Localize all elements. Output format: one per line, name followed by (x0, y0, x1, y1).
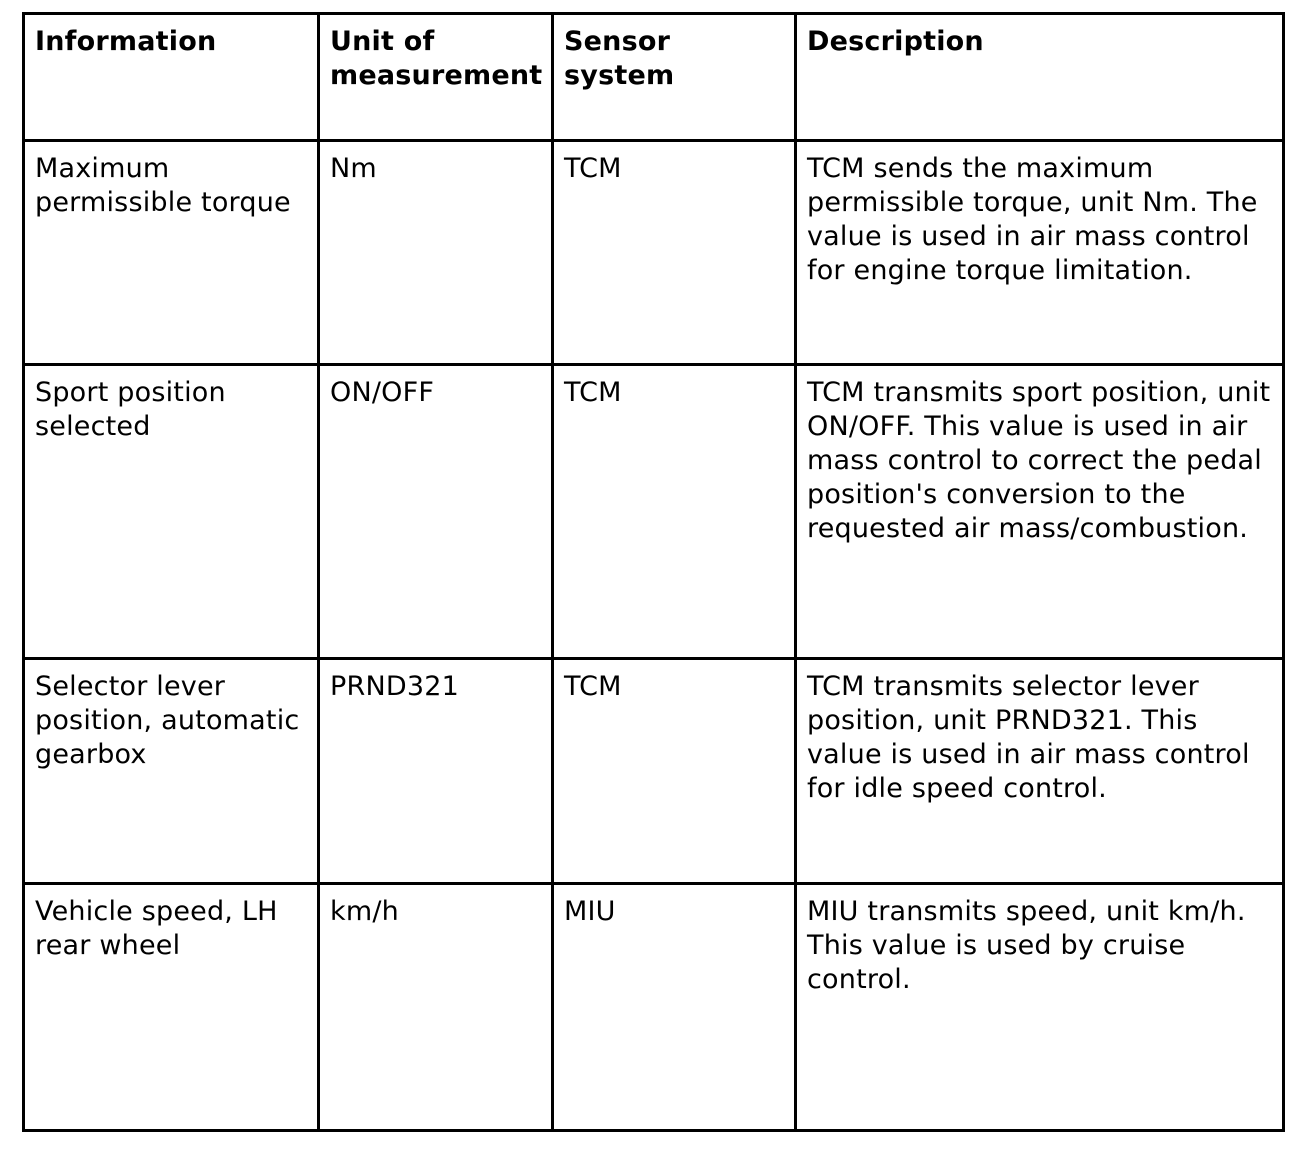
table-row (24, 659, 1284, 884)
signal-table-container (22, 12, 1282, 1132)
cell-description: MIU transmits speed, unit km/h. This value is used by cruise control. (796, 884, 1284, 1131)
cell-information: Maximum permissible torque (24, 141, 319, 365)
header-sensor-system: Sensor system (553, 14, 796, 141)
cell-unit: km/h (319, 884, 553, 1131)
cell-information: Selector lever position, automatic gearbox (24, 659, 319, 884)
cell-sensor: TCM (553, 659, 796, 884)
cell-description: TCM transmits sport position, unit ON/OFF. This value is used in air mass control to correct the pedal position's conversion to the requested air mass/combustion. (796, 365, 1284, 659)
cell-information: Vehicle speed, LH rear wheel (24, 884, 319, 1131)
table-row (24, 884, 1284, 1131)
signal-table (22, 12, 1285, 1132)
cell-sensor: TCM (553, 141, 796, 365)
cell-information: Sport position selected (24, 365, 319, 659)
cell-description: TCM sends the maximum permissible torque, unit Nm. The value is used in air mass control for engine torque limitation. (796, 141, 1284, 365)
header-unit-of-measurement: Unit of measurement (319, 14, 553, 141)
cell-unit: PRND321 (319, 659, 553, 884)
cell-sensor: TCM (553, 365, 796, 659)
table-body (24, 141, 1284, 1131)
table-row (24, 141, 1284, 365)
header-row (24, 14, 1284, 141)
cell-unit: Nm (319, 141, 553, 365)
cell-sensor: MIU (553, 884, 796, 1131)
header-information: Information (24, 14, 319, 141)
table-header (24, 14, 1284, 141)
table-row (24, 365, 1284, 659)
cell-unit: ON/OFF (319, 365, 553, 659)
header-description: Description (796, 14, 1284, 141)
cell-description: TCM transmits selector lever position, unit PRND321. This value is used in air mass control for idle speed control. (796, 659, 1284, 884)
